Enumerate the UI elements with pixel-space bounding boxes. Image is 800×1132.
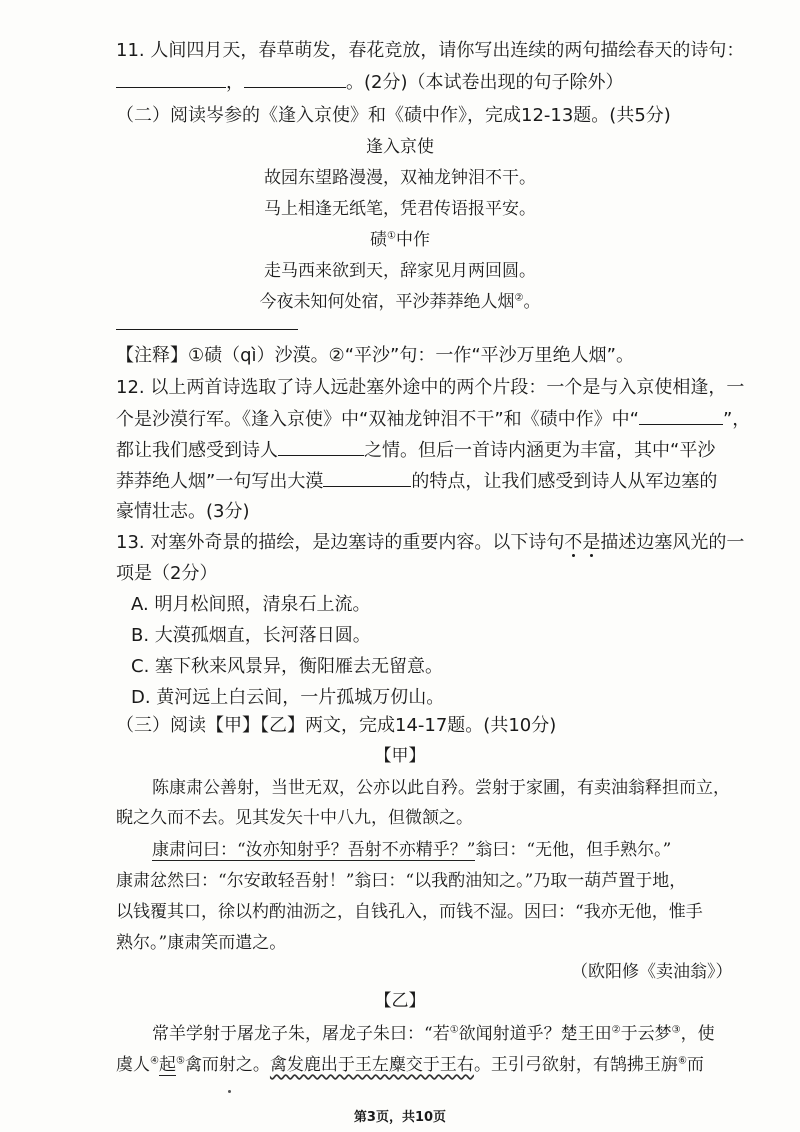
footnote-mark: ② [514,292,524,304]
poem-1-line-2: 马上相逢无纸笔，凭君传语报平安。 [264,199,536,219]
jia-para-2-line-4: 熟尔。”康肃笑而遣之。 [116,933,287,953]
jia-para-2-line-3: 以钱覆其口，徐以杓酌油沥之，自钱孔入，而钱不湿。因曰：“我亦无他，惟手 [116,902,703,922]
jia-para-2-line-2: 康肃忿然曰：“尔安敢轻吾射！”翁曰：“以我酌油知之。”乃取一葫芦置于地， [116,871,687,891]
poem-1-title: 逢入京使 [366,137,434,157]
answer-blank-3[interactable] [639,406,723,425]
q13-option-a[interactable]: A. 明月松间照，清泉石上流。 [131,594,371,615]
q12-line-5: 豪情壮志。(3分) [116,501,250,522]
answer-blank-5[interactable] [323,468,411,487]
q13-option-d[interactable]: D. 黄河远上白云间，一片孤城万仞山。 [131,687,445,708]
section-2-header: （二）阅读岑参的《逢入京使》和《碛中作》，完成12-13题。(共5分) [116,105,671,126]
poem-1-line-1: 故园东望路漫漫，双袖龙钟泪不干。 [264,168,536,188]
answer-blank-4[interactable] [278,437,364,456]
answer-blank-2[interactable] [244,69,346,88]
emphasis-dot: 是 [582,532,601,553]
poem-2-line-2: 今夜未知何处宿，平沙莽莽绝人烟②。 [259,292,541,312]
q13-option-c[interactable]: C. 塞下秋来风景异，衡阳雁去无留意。 [131,656,444,677]
scan-speck [228,1090,231,1093]
q11-prompt: 11. 人间四月天，春草萌发，春花竞放，请你写出连续的两句描绘春天的诗句： [116,40,745,61]
section-3-header: （三）阅读【甲】【乙】两文，完成14-17题。(共10分) [116,715,557,736]
q12-line-1: 12. 以上两首诗选取了诗人远赴塞外途中的两个片段：一个是与入京使相逢，一 [116,377,745,398]
emphasis-dot: 不 [564,532,583,553]
q13-line-1: 13. 对塞外奇景的描绘，是边塞诗的重要内容。以下诗句不是描述边塞风光的一 [116,532,745,553]
annotation-note: 【注释】①碛（qì）沙漠。②“平沙”句：一作“平沙万里绝人烟”。 [116,345,634,366]
page-footer: 第3页，共10页 [353,1110,447,1125]
jia-para-1-line-1: 陈康肃公善射，当世无双，公亦以此自矜。尝射于家圃，有卖油翁释担而立， [152,778,730,798]
footnote-mark: ① [387,230,396,242]
poem-2-line-1: 走马西来欲到天，辞家见月两回圆。 [264,261,536,281]
q11-answer-line: ， 。(2分)（本试卷出现的句子除外） [116,69,624,96]
jia-source: （欧阳修《卖油翁》） [571,962,733,982]
text-jia-title: 【甲】 [374,746,426,766]
jia-para-2-line-1: 康肃问曰：“汝亦知射乎？吾射不亦精乎？”翁曰：“无他，但手熟尔。” [152,840,672,860]
yi-line-2: 虞人④起⑤禽而射之。禽发鹿出于王左麋交于王右。王引弓欲射，有鹄拂王旃⑥而 [116,1055,704,1075]
q12-line-2: 个是沙漠行军。《逢入京使》中“双袖龙钟泪不干”和《碛中作》中“ ”， [116,406,750,433]
wavy-underlined-sentence: 禽发鹿出于王左麋交于王右 [269,1055,474,1075]
yi-line-1: 常羊学射于屠龙子朱，屠龙子朱曰：“若①欲闻射道乎？楚王田②于云梦③，使 [152,1024,715,1044]
poem-2-title: 碛①中作 [370,230,430,250]
answer-blank-1[interactable] [116,69,226,88]
footnote-divider [116,329,298,330]
q13-option-b[interactable]: B. 大漠孤烟直，长河落日圆。 [131,625,371,646]
text-yi-title: 【乙】 [374,991,426,1011]
q13-line-2: 项是（2分） [116,563,218,584]
q12-line-4: 莽莽绝人烟”一句写出大漠 的特点，让我们感受到诗人从军边塞的 [116,468,717,495]
q12-line-3: 都让我们感受到诗人 之情。但后一首诗内涵更为丰富，其中“平沙 [116,437,715,464]
jia-para-1-line-2: 睨之久而不去。见其发矢十中八九，但微颔之。 [116,808,473,828]
